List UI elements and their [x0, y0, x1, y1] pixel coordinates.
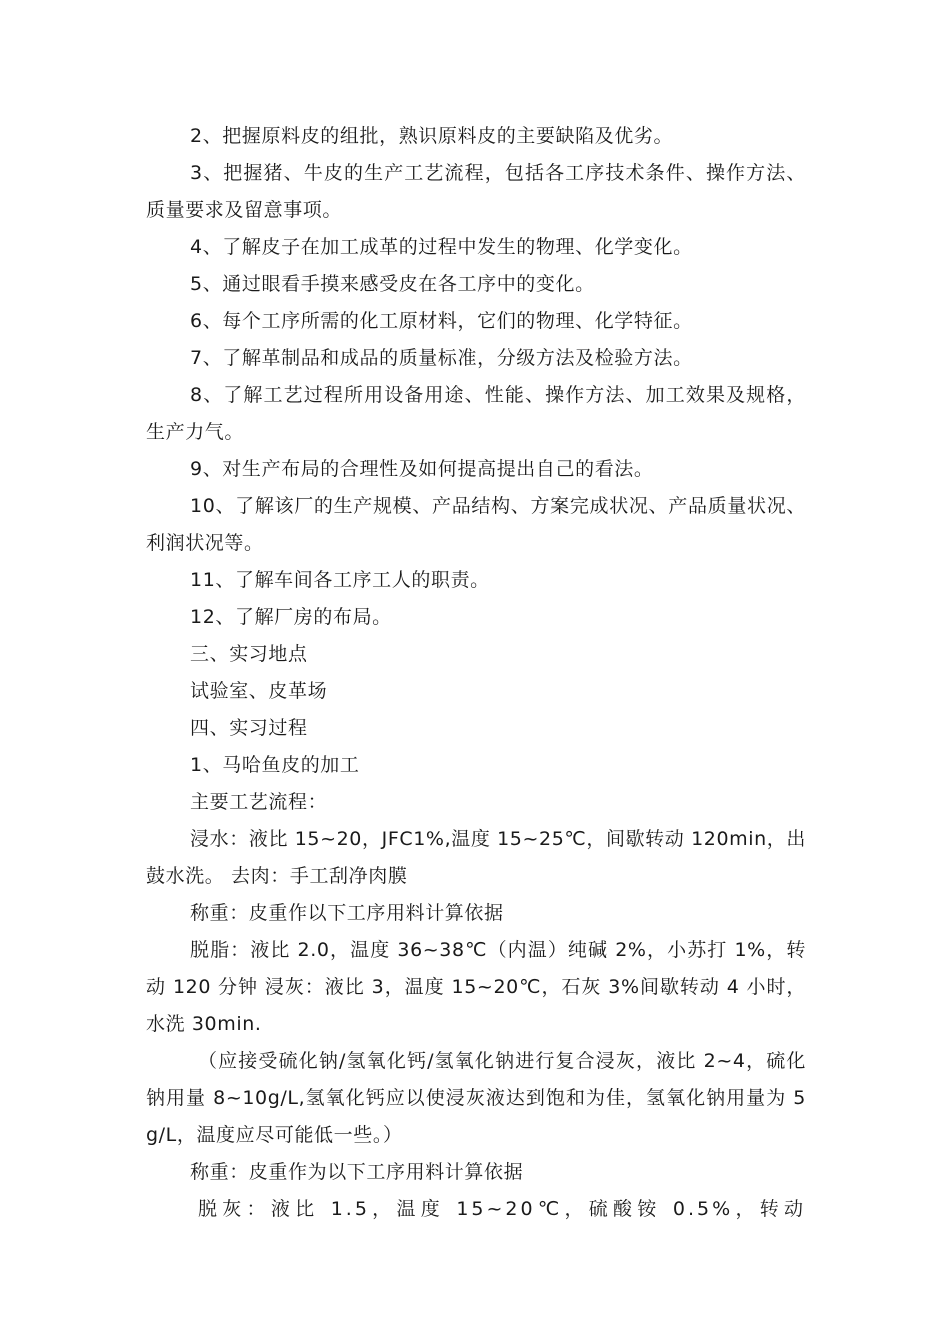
paragraph-location: 试验室、皮革场 [190, 680, 328, 702]
subheading-salmon-skin: 1、马哈鱼皮的加工 [190, 754, 360, 776]
section-heading-location: 三、实习地点 [190, 643, 308, 665]
paragraph-item-12: 12、了解厂房的布局。 [190, 606, 392, 628]
paragraph-item-5: 5、通过眼看手摸来感受皮在各工序中的变化。 [190, 273, 595, 295]
paragraph-item-11: 11、了解车间各工序工人的职责。 [190, 569, 490, 591]
subheading-main-flow: 主要工艺流程： [190, 791, 328, 813]
paragraph-item-7: 7、了解革制品和成品的质量标准，分级方法及检验方法。 [190, 347, 693, 369]
section-heading-process: 四、实习过程 [190, 717, 308, 739]
paragraph-liming-note: （应接受硫化钠/氢氧化钙/氢氧化钠进行复合浸灰，液比 2~4，硫化钠用量 8~10g/L,氢氧化钙应以使浸灰液达到饱和为佳，氢氧化钠用量为 5g/L，温度应尽可能低一些。） [146, 1050, 806, 1146]
paragraph-item-2: 2、把握原料皮的组批，熟识原料皮的主要缺陷及优劣。 [190, 125, 674, 147]
paragraph-deliming: 脱灰：液比 1.5，温度 15~20℃，硫酸铵 0.5%，转动 [198, 1198, 806, 1220]
paragraph-item-3: 3、把握猪、牛皮的生产工艺流程，包括各工序技术条件、操作方法、质量要求及留意事项。 [146, 162, 806, 221]
paragraph-weighing-1: 称重：皮重作以下工序用料计算依据 [190, 902, 504, 924]
paragraph-weighing-2: 称重：皮重作为以下工序用料计算依据 [190, 1161, 524, 1183]
paragraph-item-10: 10、了解该厂的生产规模、产品结构、方案完成状况、产品质量状况、利润状况等。 [146, 495, 806, 554]
paragraph-item-8: 8、了解工艺过程所用设备用途、性能、操作方法、加工效果及规格，生产力气。 [146, 384, 806, 443]
document-body [146, 118, 806, 1228]
paragraph-item-4: 4、了解皮子在加工成革的过程中发生的物理、化学变化。 [190, 236, 693, 258]
paragraph-soaking: 浸水：液比 15~20，JFC1%,温度 15~25℃，间歇转动 120min，出鼓水洗。 去肉：手工刮净肉膜 [146, 828, 806, 887]
paragraph-item-6: 6、每个工序所需的化工原材料，它们的物理、化学特征。 [190, 310, 693, 332]
paragraph-item-9: 9、对生产布局的合理性及如何提高提出自己的看法。 [190, 458, 654, 480]
paragraph-degreasing: 脱脂：液比 2.0，温度 36~38℃（内温）纯碱 2%，小苏打 1%，转动 120 分钟 浸灰：液比 3，温度 15~20℃，石灰 3%间歇转动 4 小时，水洗 30min. [146, 939, 806, 1035]
